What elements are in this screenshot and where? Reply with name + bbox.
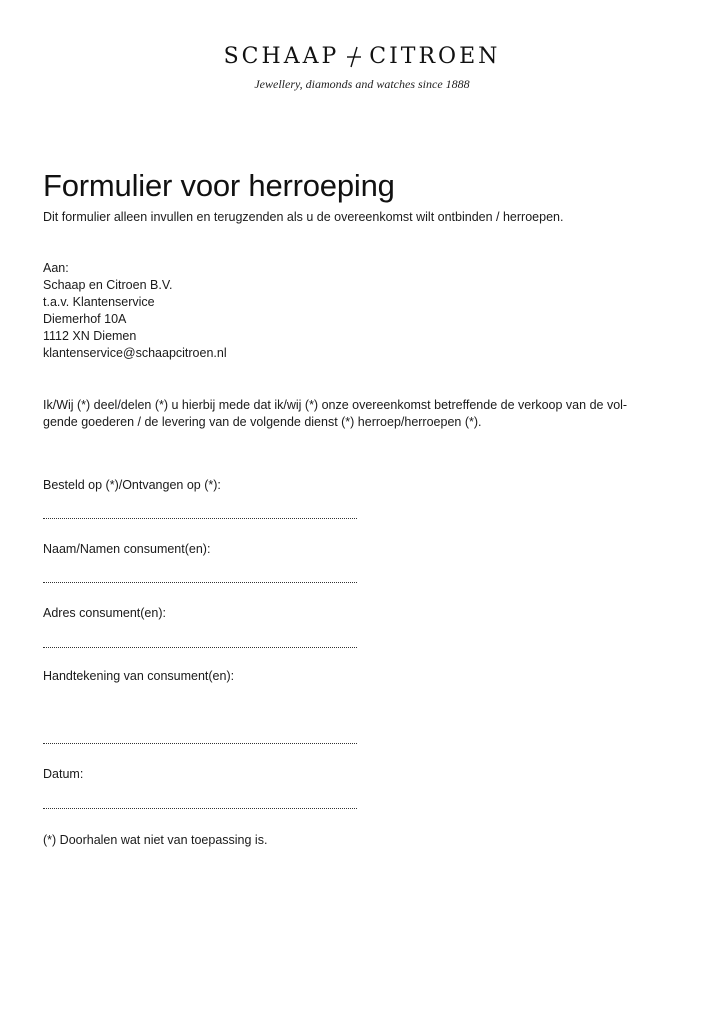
footnote: (*) Doorhalen wat niet van toepassing is. bbox=[43, 833, 268, 847]
field-label-consumer-address: Adres consument(en): bbox=[43, 606, 166, 620]
fill-line-date[interactable] bbox=[43, 808, 357, 809]
address-line-city: 1112 XN Diemen bbox=[43, 329, 137, 343]
recipient-address bbox=[43, 260, 227, 362]
fill-line-consumer-name[interactable] bbox=[43, 582, 357, 583]
field-label-order-date: Besteld op (*)/Ontvangen op (*): bbox=[43, 478, 221, 492]
declaration-text bbox=[43, 397, 683, 431]
address-line-attention: t.a.v. Klantenservice bbox=[43, 295, 155, 309]
page-subtitle: Dit formulier alleen invullen en terugzenden als u de overeenkomst wilt ontbinden / herroepen. bbox=[43, 210, 564, 224]
address-line-email: klantenservice@schaapcitroen.nl bbox=[43, 346, 227, 360]
brand-logo bbox=[0, 44, 724, 69]
address-line-company: Schaap en Citroen B.V. bbox=[43, 278, 173, 292]
address-label: Aan: bbox=[43, 261, 69, 275]
brand-wordmark bbox=[224, 44, 501, 69]
declaration-line: gende goederen / de levering van de volgende dienst (*) herroep/herroepen (*). bbox=[43, 415, 482, 429]
brand-name-right: CITROEN bbox=[369, 44, 501, 69]
fill-line-signature[interactable] bbox=[43, 743, 357, 744]
brand-tagline: Jewellery, diamonds and watches since 1888 bbox=[254, 77, 470, 91]
page-title: Formulier voor herroeping bbox=[43, 168, 395, 203]
declaration-line: Ik/Wij (*) deel/delen (*) u hierbij mede dat ik/wij (*) onze overeenkomst betreffende de verkoop van de vol- bbox=[43, 398, 628, 412]
address-line-street: Diemerhof 10A bbox=[43, 312, 127, 326]
field-label-signature: Handtekening van consument(en): bbox=[43, 669, 235, 683]
field-label-consumer-name: Naam/Namen consument(en): bbox=[43, 542, 211, 556]
fill-line-order-date[interactable] bbox=[43, 518, 357, 519]
fill-line-consumer-address[interactable] bbox=[43, 647, 357, 648]
field-label-date: Datum: bbox=[43, 767, 84, 781]
brand-cross-icon bbox=[343, 45, 365, 69]
brand-name-left: SCHAAP bbox=[223, 44, 340, 69]
